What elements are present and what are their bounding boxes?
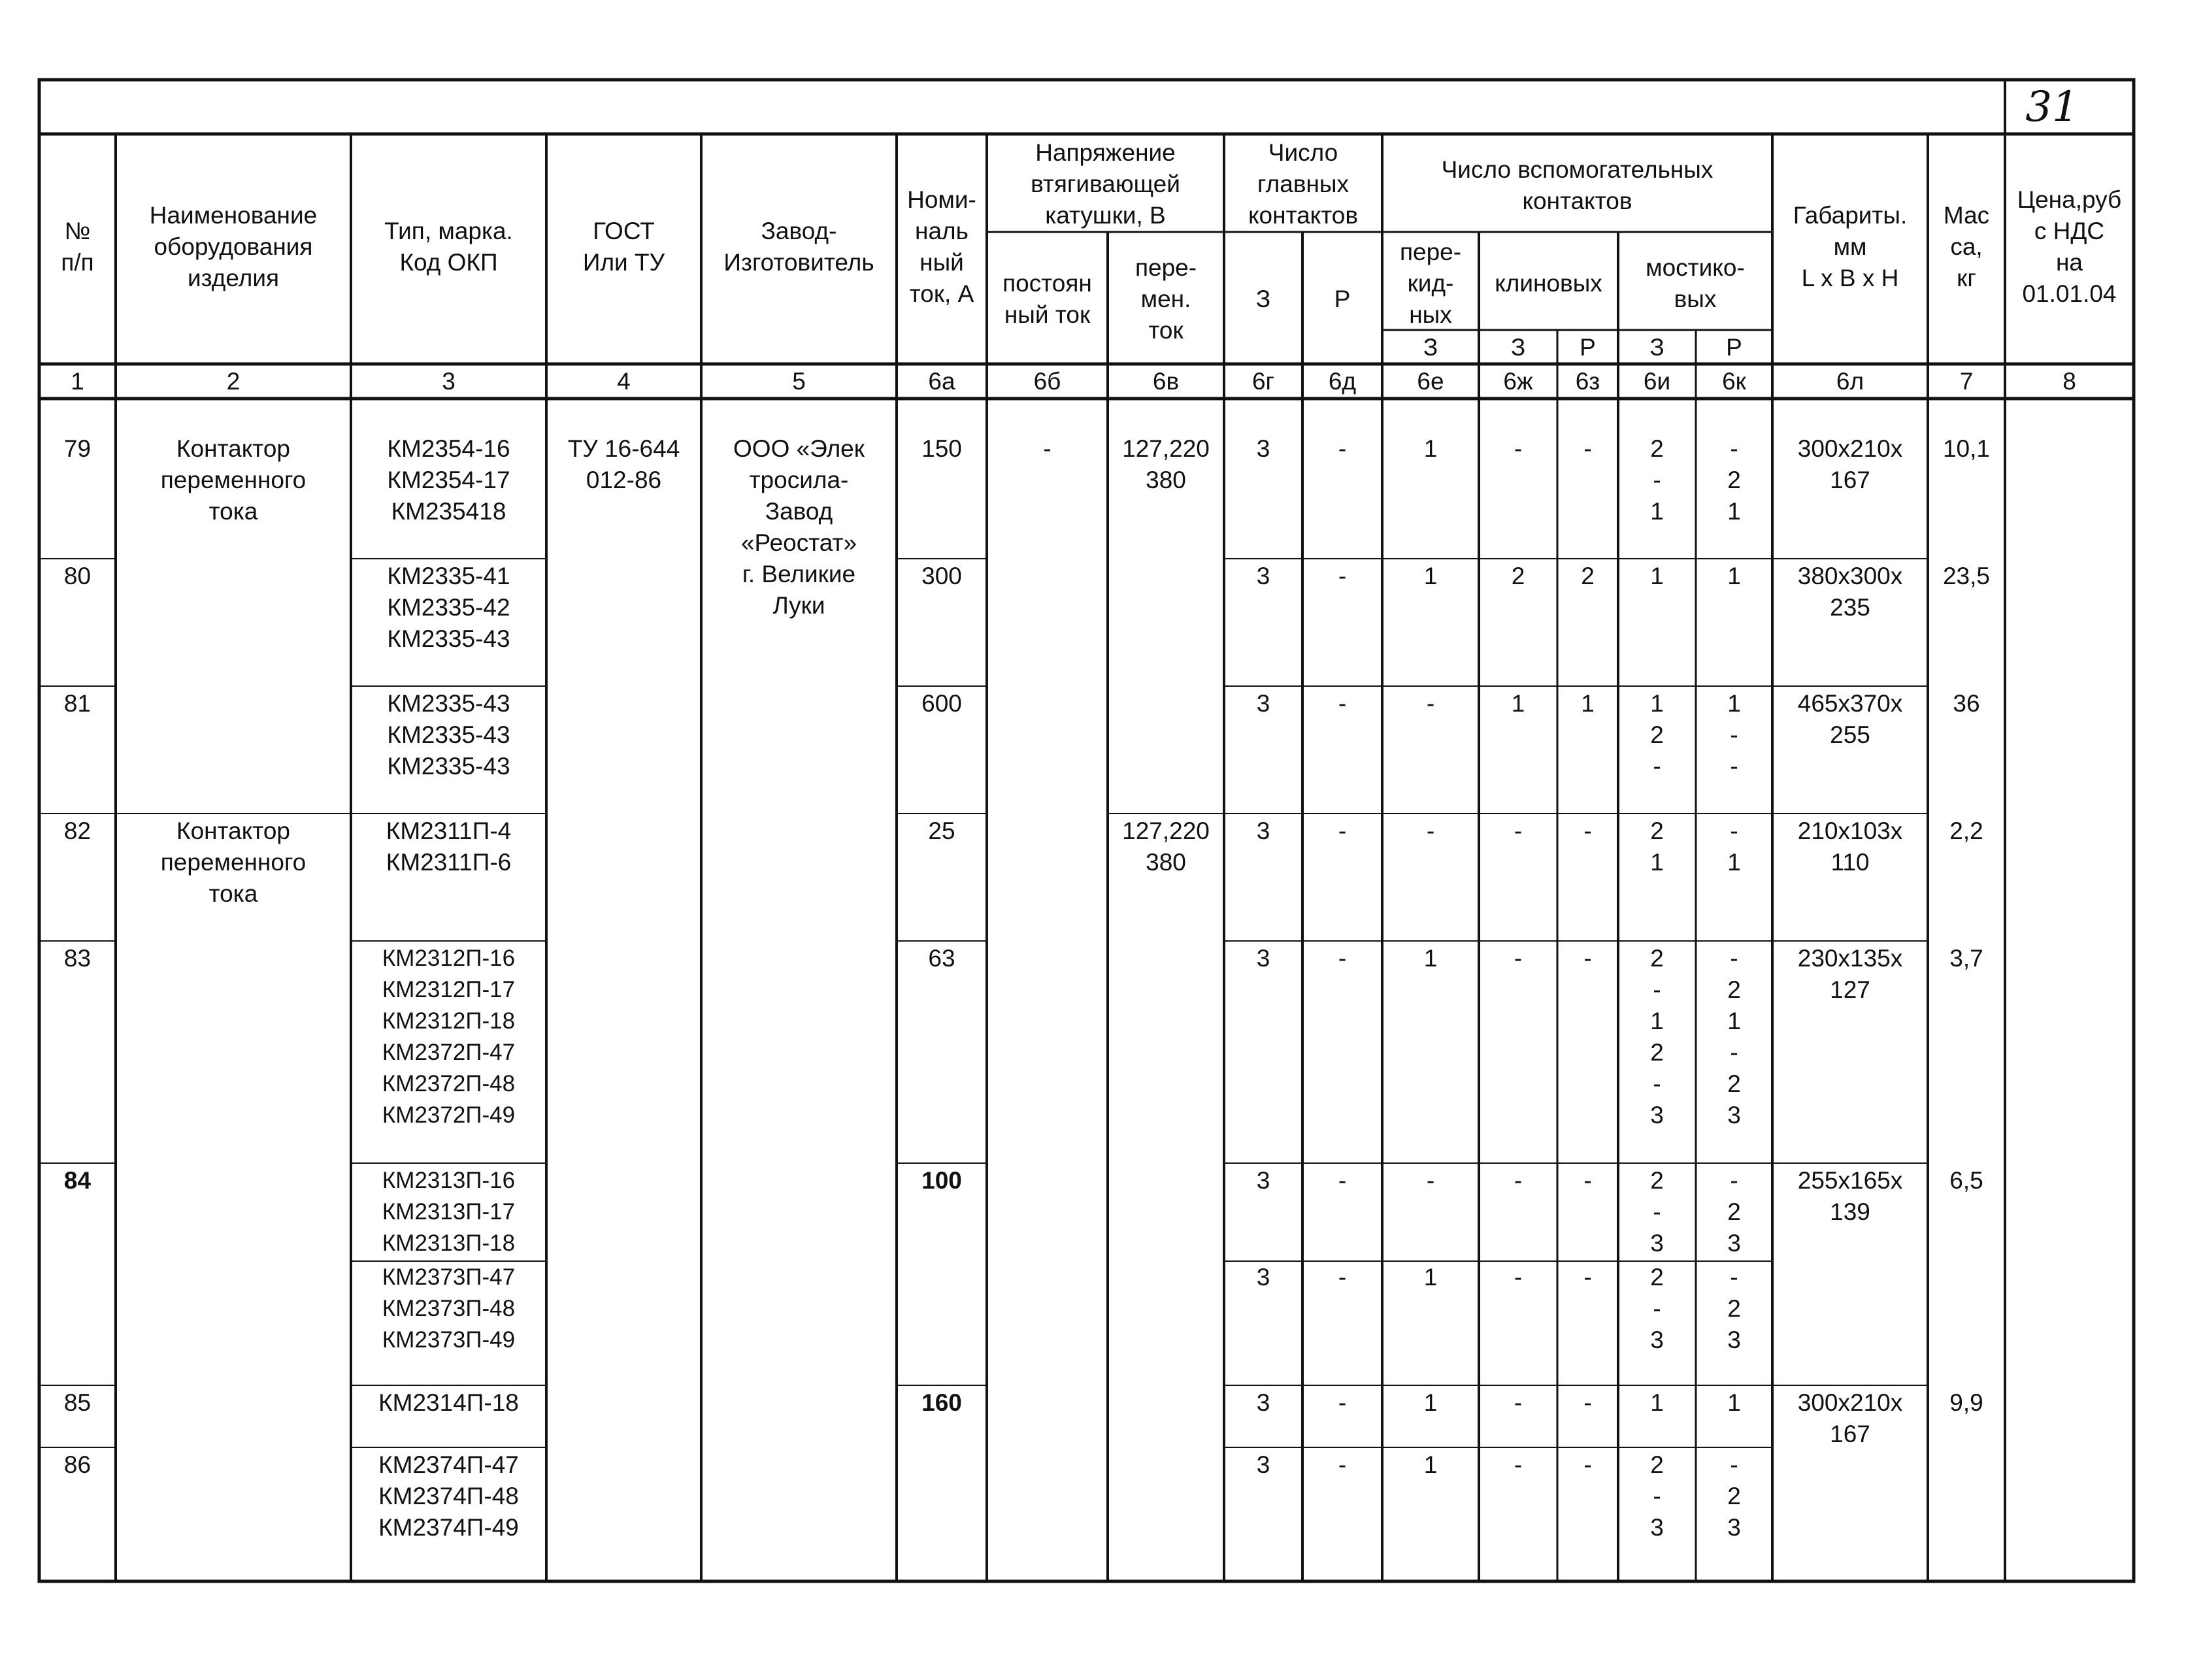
cell-no: 86: [63, 1451, 91, 1478]
cell-no: 82: [63, 817, 91, 844]
cell-current: 600: [921, 690, 962, 717]
cell-main-r: -: [1338, 435, 1347, 462]
cell-wedge-z: -: [1514, 945, 1523, 972]
cell-current: 160: [921, 1389, 962, 1416]
cell-changeover: -: [1426, 817, 1435, 844]
cell-bridge-r: 1: [1727, 563, 1741, 589]
cell-main-z: 3: [1256, 690, 1270, 717]
cell-wedge-z: -: [1514, 817, 1523, 844]
colnum: 3: [442, 368, 455, 395]
cell-main-z: 3: [1256, 817, 1270, 844]
cell-main-r: -: [1338, 1167, 1347, 1194]
header-sub-z1: З: [1423, 334, 1438, 361]
colnum: 6е: [1417, 368, 1444, 395]
cell-wedge-z: -: [1514, 1264, 1523, 1291]
header-dims: Габариты. мм L x B x H: [1793, 202, 1908, 291]
colnum: 6д: [1328, 368, 1357, 395]
cell-wedge-z: -: [1514, 435, 1523, 462]
colnum: 6з: [1575, 368, 1600, 395]
cell-main-z: 3: [1256, 945, 1270, 972]
header-main-z: З: [1255, 286, 1271, 312]
cell-bridge-r: - 2 3: [1727, 1167, 1741, 1257]
cell-current: 150: [921, 435, 962, 462]
cell-type: КМ2374П-47 КМ2374П-48 КМ2374П-49: [378, 1451, 519, 1541]
cell-wedge-r: -: [1583, 435, 1592, 462]
cell-mass: 3,7: [1949, 945, 1983, 972]
cell-main-z: 3: [1256, 1389, 1270, 1416]
cell-main-r: -: [1338, 817, 1347, 844]
cell-bridge-r: 1 - -: [1727, 690, 1741, 780]
cell-no: 83: [63, 945, 91, 972]
colnum: 6к: [1722, 368, 1746, 395]
cell-bridge-r: - 2 3: [1727, 1264, 1741, 1353]
cell-bridge-z: 2 - 1 2 - 3: [1650, 945, 1664, 1128]
cell-wedge-r: -: [1583, 1451, 1592, 1478]
cell-main-z: 3: [1256, 563, 1270, 589]
cell-main-z: 3: [1256, 435, 1270, 462]
cell-wedge-z: 2: [1511, 563, 1525, 589]
header-no: № п/п: [61, 218, 94, 276]
header-aux-bridge: мостико- вых: [1646, 254, 1745, 312]
cell-type: КМ2354-16 КМ2354-17 КМ235418: [387, 435, 510, 525]
cell-bridge-z: 2 - 3: [1650, 1167, 1664, 1257]
cell-changeover: 1: [1423, 945, 1438, 972]
cell-no: 85: [63, 1389, 91, 1416]
cell-bridge-z: 1: [1650, 563, 1664, 589]
header-current: Номи- наль ный ток, А: [907, 186, 976, 307]
header-ac: пере- мен. ток: [1134, 254, 1197, 344]
cell-current: 63: [928, 945, 955, 972]
cell-main-r: -: [1338, 1264, 1347, 1291]
cell-wedge-r: -: [1583, 817, 1592, 844]
cell-no: 84: [63, 1167, 91, 1194]
cell-name: Контактор переменного тока: [160, 817, 306, 907]
cell-bridge-r: - 2 1: [1727, 435, 1741, 525]
colnum: 4: [617, 368, 631, 395]
colnum: 6ж: [1503, 368, 1533, 395]
header-aux-contacts: Число вспомогательных контактов: [1441, 156, 1714, 214]
header-plant: Завод- Изготовитель: [723, 218, 874, 276]
header-aux-wedge: клиновых: [1495, 270, 1602, 297]
cell-changeover: 1: [1423, 1389, 1438, 1416]
header-mass: Мас са, кг: [1943, 202, 1990, 291]
cell-changeover: 1: [1423, 563, 1438, 589]
header-sub-z3: З: [1649, 334, 1664, 361]
cell-ac: 127,220 380: [1122, 435, 1210, 493]
header-dc: постоян ный ток: [1002, 270, 1092, 328]
cell-current: 100: [921, 1167, 962, 1194]
header-aux-changeover: пере- кид- ных: [1399, 239, 1462, 328]
cell-dims: 210x103x 110: [1797, 817, 1903, 876]
cell-wedge-r: -: [1583, 945, 1592, 972]
cell-bridge-r: - 1: [1727, 817, 1741, 876]
cell-dims: 300x210x 167: [1797, 435, 1903, 493]
cell-dims: 300x210x 167: [1797, 1389, 1903, 1447]
cell-bridge-z: 2 1: [1650, 817, 1664, 876]
cell-changeover: 1: [1423, 1451, 1438, 1478]
cell-main-z: 3: [1256, 1264, 1270, 1291]
header-main-contacts: Число главных контактов: [1248, 139, 1359, 229]
cell-current: 300: [921, 563, 962, 589]
cell-changeover: -: [1426, 1167, 1435, 1194]
cell-wedge-r: -: [1583, 1167, 1592, 1194]
cell-no: 80: [63, 563, 91, 589]
colnum: 6л: [1836, 368, 1864, 395]
cell-mass: 2,2: [1949, 817, 1983, 844]
cell-bridge-z: 2 - 3: [1650, 1451, 1664, 1541]
header-sub-z2: З: [1510, 334, 1526, 361]
cell-main-z: 3: [1256, 1167, 1270, 1194]
cell-dims: 230x135x 127: [1797, 945, 1903, 1003]
cell-main-r: -: [1338, 1389, 1347, 1416]
cell-bridge-z: 1: [1650, 1389, 1664, 1416]
cell-mass: 10,1: [1942, 435, 1990, 462]
cell-type: КМ2312П-16 КМ2312П-17 КМ2312П-18 КМ2372П-47 КМ2372П-48 КМ2372П-49: [382, 946, 516, 1128]
header-gost: ГОСТ Или ТУ: [582, 218, 665, 276]
cell-changeover: -: [1426, 690, 1435, 717]
cell-name: Контактор переменного тока: [160, 435, 306, 525]
page-number: 31: [2025, 83, 2079, 131]
colnum: 5: [792, 368, 806, 395]
header-type: Тип, марка. Код ОКП: [384, 218, 513, 276]
cell-gost: ТУ 16-644 012-86: [567, 435, 680, 493]
cell-mass: 9,9: [1949, 1389, 1983, 1416]
cell-wedge-r: -: [1583, 1389, 1592, 1416]
cell-wedge-r: -: [1583, 1264, 1592, 1291]
cell-main-r: -: [1338, 1451, 1347, 1478]
colnum: 6б: [1033, 368, 1061, 395]
cell-type: КМ2311П-4 КМ2311П-6: [386, 817, 512, 876]
header-name: Наименование оборудования изделия: [149, 202, 318, 291]
cell-changeover: 1: [1423, 435, 1438, 462]
cell-dims: 255x165x 139: [1797, 1167, 1903, 1225]
cell-bridge-z: 1 2 -: [1650, 690, 1664, 780]
header-price: Цена,руб с НДС на 01.01.04: [2017, 186, 2122, 307]
cell-dc: -: [1043, 435, 1052, 462]
colnum: 6и: [1643, 368, 1671, 395]
cell-main-r: -: [1338, 690, 1347, 717]
cell-plant: ООО «Элек тросила- Завод «Реостат» г. Великие Луки: [733, 435, 865, 619]
cell-bridge-r: - 2 3: [1727, 1451, 1741, 1541]
colnum: 2: [226, 368, 240, 395]
cell-mass: 23,5: [1942, 563, 1990, 589]
cell-main-r: -: [1338, 945, 1347, 972]
colnum: 6а: [928, 368, 955, 395]
header-voltage: Напряжение втягивающей катушки, В: [1031, 139, 1180, 229]
cell-no: 81: [63, 690, 91, 717]
cell-wedge-z: -: [1514, 1389, 1523, 1416]
cell-type: КМ2313П-16 КМ2313П-17 КМ2313П-18: [382, 1168, 516, 1256]
cell-bridge-r: 1: [1727, 1389, 1741, 1416]
header-sub-r1: Р: [1580, 334, 1596, 361]
cell-bridge-r: - 2 1 - 2 3: [1727, 945, 1741, 1128]
colnum: 7: [1959, 368, 1974, 395]
cell-bridge-z: 2 - 3: [1650, 1264, 1664, 1353]
cell-wedge-z: 1: [1511, 690, 1525, 717]
cell-mass: 36: [1953, 690, 1980, 717]
header-sub-r2: Р: [1726, 334, 1742, 361]
cell-dims: 380x300x 235: [1797, 563, 1903, 621]
cell-wedge-z: -: [1514, 1451, 1523, 1478]
cell-wedge-r: 1: [1581, 690, 1595, 717]
cell-type: КМ2314П-18: [378, 1389, 519, 1416]
cell-type: КМ2335-43 КМ2335-43 КМ2335-43: [387, 690, 510, 780]
cell-dims: 465x370x 255: [1797, 690, 1903, 748]
cell-wedge-r: 2: [1581, 563, 1595, 589]
cell-type: КМ2335-41 КМ2335-42 КМ2335-43: [387, 563, 510, 652]
colnum: 8: [2062, 368, 2076, 395]
cell-mass: 6,5: [1949, 1167, 1983, 1194]
cell-ac: 127,220 380: [1122, 817, 1210, 876]
cell-wedge-z: -: [1514, 1167, 1523, 1194]
cell-type: КМ2373П-47 КМ2373П-48 КМ2373П-49: [382, 1264, 516, 1353]
cell-changeover: 1: [1423, 1264, 1438, 1291]
colnum: 6г: [1251, 368, 1275, 395]
cell-current: 25: [928, 817, 955, 844]
cell-main-z: 3: [1256, 1451, 1270, 1478]
cell-no: 79: [63, 435, 91, 462]
cell-main-r: -: [1338, 563, 1347, 589]
header-main-r: Р: [1334, 286, 1351, 312]
colnum: 6в: [1152, 368, 1180, 395]
cell-bridge-z: 2 - 1: [1650, 435, 1664, 525]
colnum: 1: [71, 368, 84, 395]
